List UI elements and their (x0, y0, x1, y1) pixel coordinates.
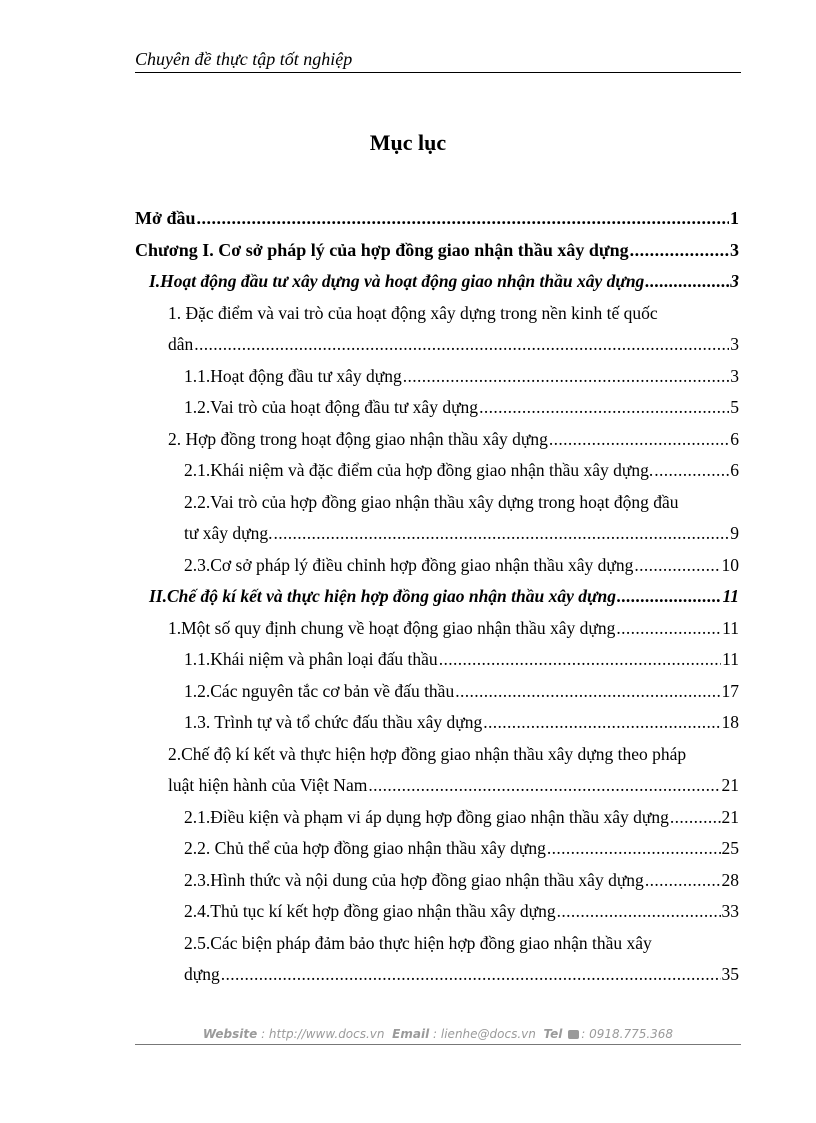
footer-email-label: Email (392, 1027, 430, 1041)
toc-entry-row (184, 361, 739, 393)
toc-entry[interactable] (135, 739, 739, 802)
toc-entry[interactable] (135, 865, 739, 897)
toc-entry-row (184, 959, 739, 991)
toc-entry-title: 1.1.Khái niệm và phân loại đấu thầu (184, 649, 438, 669)
toc-entry[interactable] (135, 455, 739, 487)
toc-entry[interactable] (135, 833, 739, 865)
toc-entry-page: 1 (730, 208, 739, 228)
toc-entry-row (184, 455, 739, 487)
toc-entry[interactable] (135, 298, 739, 361)
toc-entry[interactable] (135, 424, 739, 456)
toc-entry-page: 11 (722, 586, 739, 606)
dot-leader (557, 896, 721, 928)
toc-entry-row (184, 392, 739, 424)
dot-leader (479, 392, 729, 424)
toc-entry-page: 28 (721, 869, 739, 890)
toc-entry-title: Mở đầu (135, 208, 196, 228)
dot-leader (194, 329, 729, 361)
toc-entry-title: dựng (184, 964, 220, 984)
toc-entry[interactable] (135, 644, 739, 676)
dot-leader (654, 455, 729, 487)
toc-entry-title: 1.Một số quy định chung về hoạt động giao nhận thầu xây dựng (168, 617, 616, 638)
dot-leader (645, 266, 729, 298)
dot-leader (547, 833, 721, 865)
toc-entry-page: 3 (730, 239, 739, 260)
toc-entry-row (184, 644, 739, 676)
toc-entry-page: 3 (730, 271, 739, 291)
dot-leader (483, 707, 720, 739)
toc-entry-row (135, 203, 739, 235)
toc-entry-title-line1: 1. Đặc điểm và vai trò của hoạt động xây dựng trong nền kinh tế quốc (168, 302, 658, 323)
toc-entry-row (168, 424, 739, 456)
toc-entry-row (184, 865, 739, 897)
dot-leader (634, 550, 720, 582)
toc-entry[interactable] (135, 487, 739, 550)
dot-leader (455, 676, 720, 708)
footer-email[interactable]: : lienhe@docs.vn (433, 1027, 536, 1041)
footer-tel: : 0918.775.368 (581, 1027, 674, 1041)
toc-entry-title: 2.1.Điều kiện và phạm vi áp dụng hợp đồng giao nhận thầu xây dựng (184, 806, 669, 827)
dot-leader (403, 361, 729, 393)
page-header (135, 48, 741, 73)
toc-entry-title: 2.1.Khái niệm và đặc điểm của hợp đồng giao nhận thầu xây dựng. (184, 460, 654, 480)
toc-entry-title: 1.2.Các nguyên tắc cơ bản về đấu thầu (184, 680, 455, 701)
toc-entry-title: 1.3. Trình tự và tổ chức đấu thầu xây dựng (184, 712, 483, 732)
phone-icon (568, 1030, 579, 1039)
toc-entry-row (184, 707, 739, 739)
toc-entry-row (184, 550, 739, 582)
toc-entry-title-line1: 2.2.Vai trò của hợp đồng giao nhận thầu xây dựng trong hoạt động đầu (184, 491, 679, 512)
toc-entry-page: 9 (730, 523, 739, 543)
toc-entry-page: 11 (722, 617, 739, 638)
toc-entry-page: 21 (721, 775, 739, 795)
toc-entry-title: II.Chế độ kí kết và thực hiện hợp đồng giao nhận thầu xây dựng (149, 586, 616, 606)
dot-leader (221, 959, 721, 991)
toc-entry[interactable] (135, 392, 739, 424)
toc-entry-page: 6 (730, 460, 739, 480)
header-text: Chuyên đề thực tập tốt nghiệp (135, 49, 353, 69)
toc-entry-page: 10 (721, 554, 739, 575)
toc-entry-row (184, 833, 739, 865)
toc-entry[interactable] (135, 203, 739, 235)
toc-entry-title: 2.4.Thủ tục kí kết hợp đồng giao nhận thầu xây dựng (184, 901, 556, 921)
page-footer (135, 1027, 741, 1045)
toc-entry-row (168, 613, 739, 645)
toc-entry-row (149, 581, 739, 613)
toc-entry-row (184, 802, 739, 834)
footer-tel-label: Tel (543, 1027, 563, 1041)
toc-entry-page: 35 (721, 964, 739, 984)
dot-leader (368, 770, 720, 802)
toc-entry-page: 25 (721, 838, 739, 858)
toc-entry[interactable] (135, 235, 739, 267)
toc-entry-title: luật hiện hành của Việt Nam (168, 775, 368, 795)
toc-entry-row (168, 770, 739, 802)
dot-leader (439, 644, 721, 676)
dot-leader (617, 581, 721, 613)
toc-entry-title-line1: 2.5.Các biện pháp đảm bảo thực hiện hợp đồng giao nhận thầu xây (184, 932, 652, 953)
dot-leader (196, 203, 729, 235)
toc-entry[interactable] (135, 266, 739, 298)
toc-entry-page: 3 (730, 365, 739, 386)
toc-entry-title-line1: 2.Chế độ kí kết và thực hiện hợp đồng giao nhận thầu xây dựng theo pháp (168, 743, 687, 764)
toc-entry-page: 21 (721, 806, 739, 827)
dot-leader (670, 802, 721, 834)
toc-entry-page: 5 (730, 397, 739, 417)
toc-entry-row (149, 266, 739, 298)
toc-entry-row (135, 235, 739, 267)
dot-leader (549, 424, 729, 456)
toc-entry-title: Chương I. Cơ sở pháp lý của hợp đồng giao nhận thầu xây dựng (135, 239, 629, 260)
toc-entry-title: tư xây dựng. (184, 523, 273, 543)
toc-entry[interactable] (135, 613, 739, 645)
toc-entry[interactable] (135, 676, 739, 708)
toc-entry[interactable] (135, 581, 739, 613)
toc-entry-title: I.Hoạt động đầu tư xây dựng và hoạt động giao nhận thầu xây dựng (149, 271, 645, 291)
dot-leader (630, 235, 729, 267)
dot-leader (616, 613, 721, 645)
toc-entry-title: 2. Hợp đồng trong hoạt động giao nhận thầu xây dựng (168, 428, 548, 449)
toc-entry-title: 2.2. Chủ thể của hợp đồng giao nhận thầu xây dựng (184, 838, 546, 858)
dot-leader (273, 518, 729, 550)
footer-website-label: Website (202, 1027, 258, 1041)
table-of-contents (135, 203, 739, 991)
toc-entry-title: dân (168, 334, 194, 354)
toc-entry[interactable] (135, 361, 739, 393)
toc-entry-title: 2.3.Hình thức và nội dung của hợp đồng giao nhận thầu xây dựng (184, 869, 644, 890)
toc-entry-row (184, 518, 739, 550)
footer-website[interactable]: : http://www.docs.vn (261, 1027, 385, 1041)
toc-entry-row (184, 896, 739, 928)
toc-entry-page: 11 (722, 649, 739, 669)
toc-entry-row (168, 329, 739, 361)
toc-entry-page: 33 (721, 901, 739, 921)
toc-entry[interactable] (135, 896, 739, 928)
toc-entry-title: 1.2.Vai trò của hoạt động đầu tư xây dựng (184, 397, 479, 417)
toc-entry[interactable] (135, 550, 739, 582)
toc-entry-title: 2.3.Cơ sở pháp lý điều chỉnh hợp đồng giao nhận thầu xây dựng (184, 554, 634, 575)
toc-entry-row (184, 676, 739, 708)
toc-entry-title: 1.1.Hoạt động đầu tư xây dựng (184, 365, 402, 386)
toc-entry[interactable] (135, 802, 739, 834)
toc-entry-page: 17 (721, 680, 739, 701)
dot-leader (645, 865, 721, 897)
toc-entry-page: 18 (721, 712, 739, 732)
toc-entry-page: 6 (730, 428, 739, 449)
toc-entry-page: 3 (730, 334, 739, 354)
toc-entry[interactable] (135, 928, 739, 991)
toc-entry[interactable] (135, 707, 739, 739)
toc-title: Mục lục (369, 130, 447, 155)
